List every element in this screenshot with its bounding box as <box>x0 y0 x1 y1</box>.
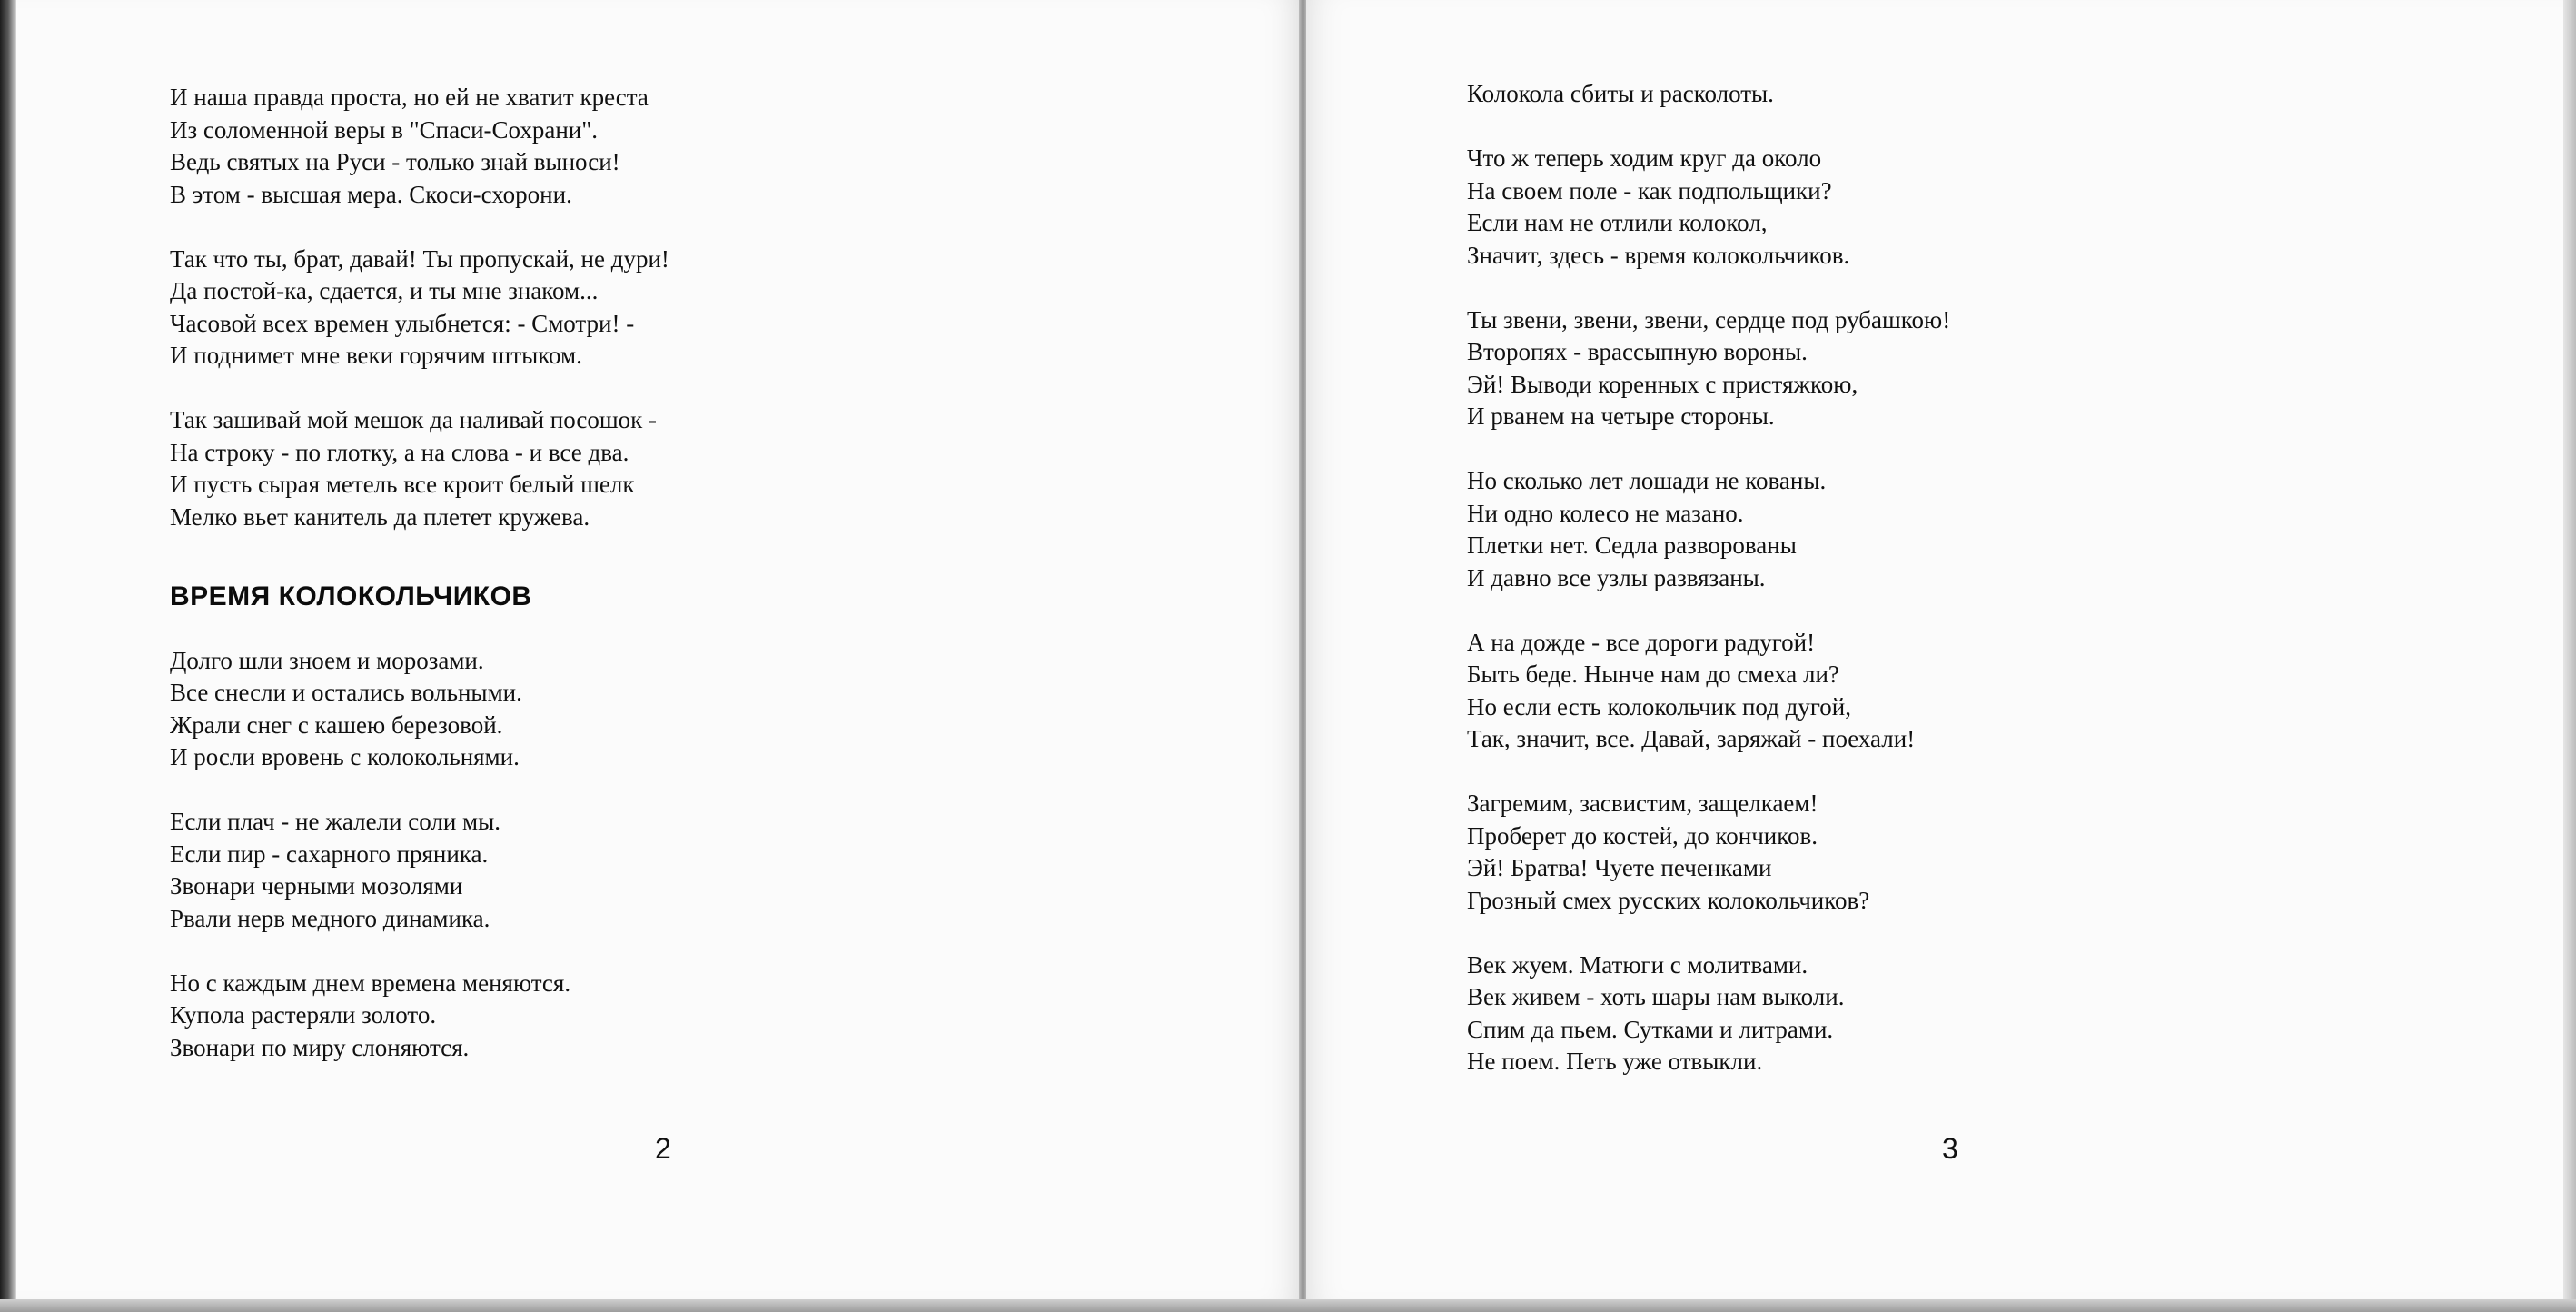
stanza <box>1467 465 1950 594</box>
lyric-line: И пусть сырая метель все кроит белый шелк <box>170 471 635 498</box>
lyric-line: Все снесли и остались вольными. <box>170 679 522 706</box>
lyric-line: Не поем. Петь уже отвыкли. <box>1467 1048 1763 1075</box>
lyric-line: Ведь святых на Руси - только знай выноси! <box>170 148 620 175</box>
lyric-line: Звонари по миру слоняются. <box>170 1033 470 1061</box>
lyric-line: Звонари черными мозолями <box>170 872 463 900</box>
left-page-text <box>170 82 669 1097</box>
lyric-line: Так зашивай мой мешок да наливай посошок - <box>170 406 658 433</box>
lyrics-block-before-heading <box>170 82 669 533</box>
right-page <box>1306 0 2563 1299</box>
lyric-line: Долго шли зноем и морозами. <box>170 646 484 674</box>
lyric-line: Загремим, засвистим, защелкаем! <box>1467 790 1818 817</box>
lyric-line: Колокола сбиты и расколоты. <box>1467 80 1774 107</box>
lyric-line: Так что ты, брат, давай! Ты пропускай, не дури! <box>170 244 669 273</box>
stanza <box>1467 627 1950 756</box>
lyric-line: Из соломенной веры в "Спаси-Сохрани". <box>170 115 599 144</box>
lyric-line: Плетки нет. Седла разворованы <box>1467 532 1797 559</box>
stanza <box>170 806 669 935</box>
lyric-line: Эй! Выводи коренных с пристяжкою, <box>1467 370 1858 398</box>
scan-edge-right <box>2563 0 2576 1312</box>
lyric-line: Но сколько лет лошади не кованы. <box>1467 467 1827 494</box>
lyric-line: Часовой всех времен улыбнется: - Смотри! - <box>170 309 635 337</box>
stanza <box>1467 304 1950 433</box>
right-page-text <box>1467 78 1950 1110</box>
lyric-line: Быть беде. Нынче нам до смеха ли? <box>1467 661 1839 688</box>
lyric-line: Век жуем. Матюги с молитвами. <box>1467 950 1808 979</box>
lyric-line: На строку - по глотку, а на слова - и все два. <box>170 438 629 466</box>
lyric-line: Рвали нерв медного динамика. <box>170 904 490 932</box>
lyric-line: А на дожде - все дороги радугой! <box>1467 628 1816 656</box>
stanza <box>1467 788 1950 917</box>
stanza <box>170 645 669 774</box>
lyric-line: Купола растеряли золото. <box>170 1001 437 1029</box>
stanza <box>170 244 669 373</box>
lyrics-block <box>1467 78 1950 1078</box>
stanza <box>170 968 669 1065</box>
lyric-line: Эй! Братва! Чуете печенками <box>1467 854 1772 881</box>
lyric-line: Но с каждым днем времена меняются. <box>170 969 571 997</box>
stanza <box>1467 949 1950 1078</box>
lyric-line: На своем поле - как подпольщики? <box>1467 176 1832 204</box>
lyric-line: Век живем - хоть шары нам выколи. <box>1467 983 1845 1010</box>
lyric-line: И поднимет мне веки горячим штыком. <box>170 342 582 369</box>
song-title-heading: ВРЕМЯ КОЛОКОЛЬЧИКОВ <box>170 581 532 611</box>
stanza <box>1467 78 1950 111</box>
stanza <box>1467 143 1950 272</box>
lyric-line: Значит, здесь - время колокольчиков. <box>1467 241 1850 269</box>
lyric-line: Если нам не отлили колокол, <box>1467 209 1768 236</box>
page-number-right: 3 <box>1942 1132 1958 1165</box>
stanza <box>170 404 669 533</box>
page-number-left: 2 <box>655 1132 671 1165</box>
lyric-line: И давно все узлы развязаны. <box>1467 563 1766 591</box>
lyric-line: Ты звени, звени, звени, сердце под рубашкою! <box>1467 305 1951 333</box>
lyric-line: В этом - высшая мера. Скоси-схорони. <box>170 180 572 208</box>
lyric-line: И наша правда проста, но ей не хватит креста <box>170 84 649 111</box>
lyric-line: Второпях - врассыпную вороны. <box>1467 338 1808 365</box>
lyric-line: Жрали снег с кашею березовой. <box>170 711 503 739</box>
lyric-line: Если пир - сахарного пряника. <box>170 840 489 868</box>
lyric-line: И росли вровень с колокольнями. <box>170 743 520 770</box>
lyric-line: Грозный смех русских колокольчиков? <box>1467 886 1870 914</box>
scan-edge-left <box>0 0 16 1312</box>
left-page <box>16 0 1301 1299</box>
lyric-line: Да постой-ка, сдается, и ты мне знаком... <box>170 277 599 304</box>
scan-edge-bottom <box>0 1299 2576 1312</box>
stanza <box>170 82 669 211</box>
lyric-line: Проберет до костей, до кончиков. <box>1467 821 1818 850</box>
lyric-line: Но если есть колокольчик под дугой, <box>1467 692 1851 721</box>
lyric-line: Спим да пьем. Сутками и литрами. <box>1467 1015 1834 1043</box>
lyric-line: Мелко вьет канитель да плетет кружева. <box>170 502 590 531</box>
lyric-line: И рванем на четыре стороны. <box>1467 403 1775 430</box>
lyric-line: Ни одно колесо не мазано. <box>1467 499 1744 527</box>
lyric-line: Если плач - не жалели соли мы. <box>170 808 501 835</box>
lyrics-block-after-heading <box>170 645 669 1065</box>
lyric-line: Что ж теперь ходим круг да около <box>1467 144 1822 172</box>
lyric-line: Так, значит, все. Давай, заряжай - поехали! <box>1467 725 1916 752</box>
